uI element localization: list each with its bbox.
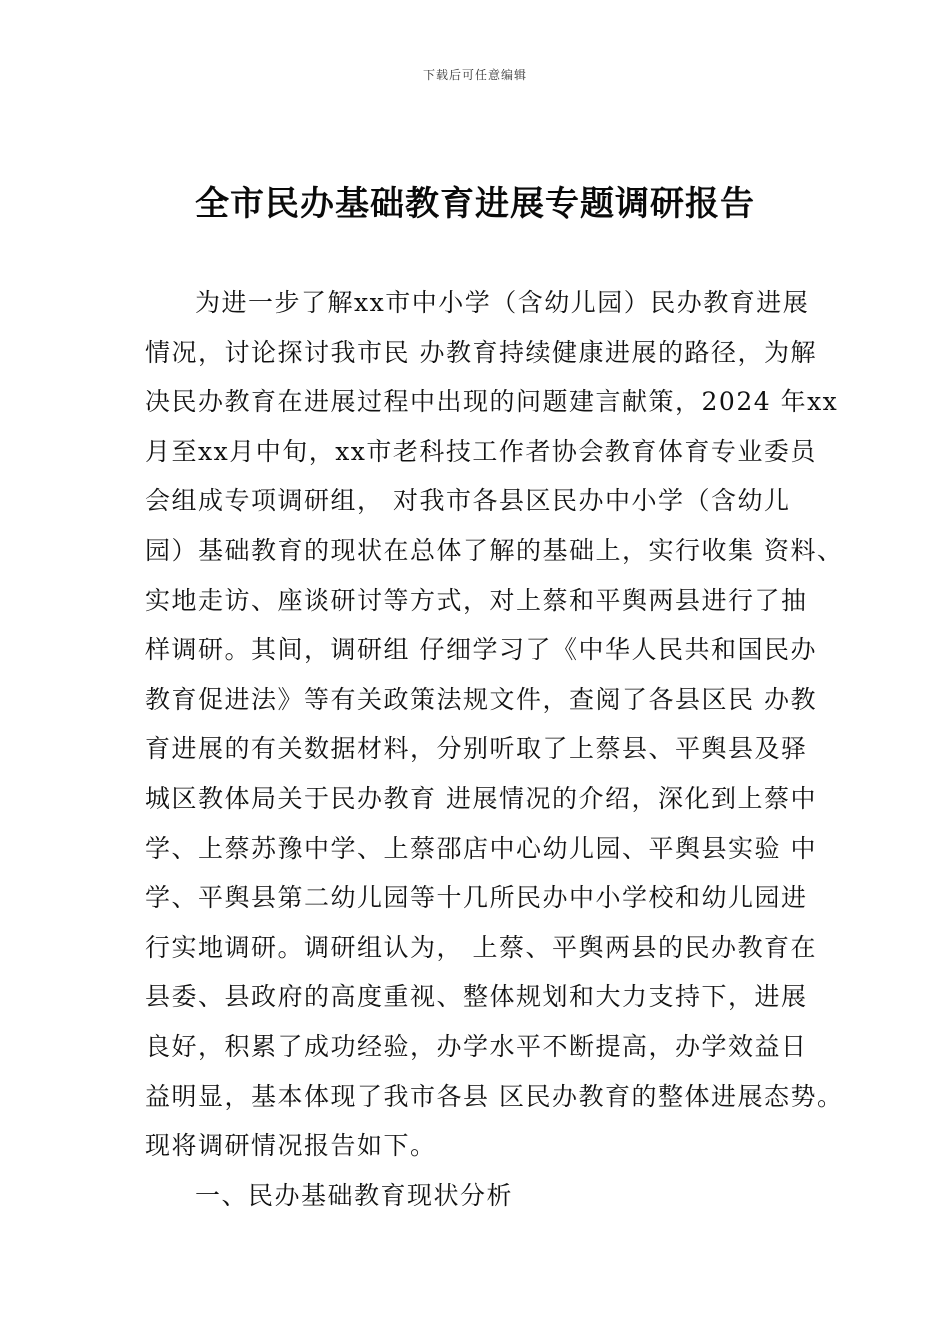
- body-line: 一、民办基础教育现状分析: [195, 1180, 514, 1210]
- body-line: 县委、县政府的高度重视、整体规划和大力支持下，进展: [145, 982, 808, 1012]
- body-line: 实地走访、座谈研讨等方式，对上蔡和平舆两县进行了抽: [145, 585, 808, 615]
- document-title: 全市民办基础教育进展专题调研报告: [195, 184, 755, 224]
- header-note: 下载后可任意编辑: [422, 68, 527, 82]
- body-line: 育进展的有关数据材料，分别听取了上蔡县、平舆县及驿: [145, 734, 808, 764]
- body-line: 现将调研情况报告如下。: [145, 1131, 437, 1161]
- body-line: 园）基础教育的现状在总体了解的基础上，实行收集 资料、: [145, 536, 844, 565]
- body-line: 样调研。其间，调研组 仔细学习了《中华人民共和国民办: [145, 635, 817, 665]
- body-line: 会组成专项调研组， 对我市各县区民办中小学（含幼儿: [145, 486, 791, 516]
- body-line: 决民办教育在进展过程中出现的问题建言献策，2024 年xx: [145, 387, 839, 417]
- body-line: 学、上蔡苏豫中学、上蔡邵店中心幼儿园、平舆县实验 中: [145, 833, 817, 863]
- body-line: 城区教体局关于民办教育 进展情况的介绍，深化到上蔡中: [145, 784, 817, 813]
- body-line: 行实地调研。调研组认为， 上蔡、平舆两县的民办教育在: [145, 932, 817, 962]
- body-line: 良好，积累了成功经验，办学水平不断提高，办学效益日: [145, 1032, 808, 1061]
- body-line: 益明显，基本体现了我市各县 区民办教育的整体进展态势。: [145, 1081, 844, 1111]
- body-line: 情况，讨论探讨我市民 办教育持续健康进展的路径，为解: [145, 337, 817, 367]
- body-line: 教育促进法》等有关政策法规文件，查阅了各县区民 办教: [145, 684, 817, 714]
- body-line: 月至xx月中旬，xx市老科技工作者协会教育体育专业委员: [145, 436, 817, 466]
- body-line: 为进一步了解xx市中小学（含幼儿园）民办教育进展: [195, 288, 810, 317]
- body-line: 学、平舆县第二幼儿园等十几所民办中小学校和幼儿园进: [145, 883, 808, 913]
